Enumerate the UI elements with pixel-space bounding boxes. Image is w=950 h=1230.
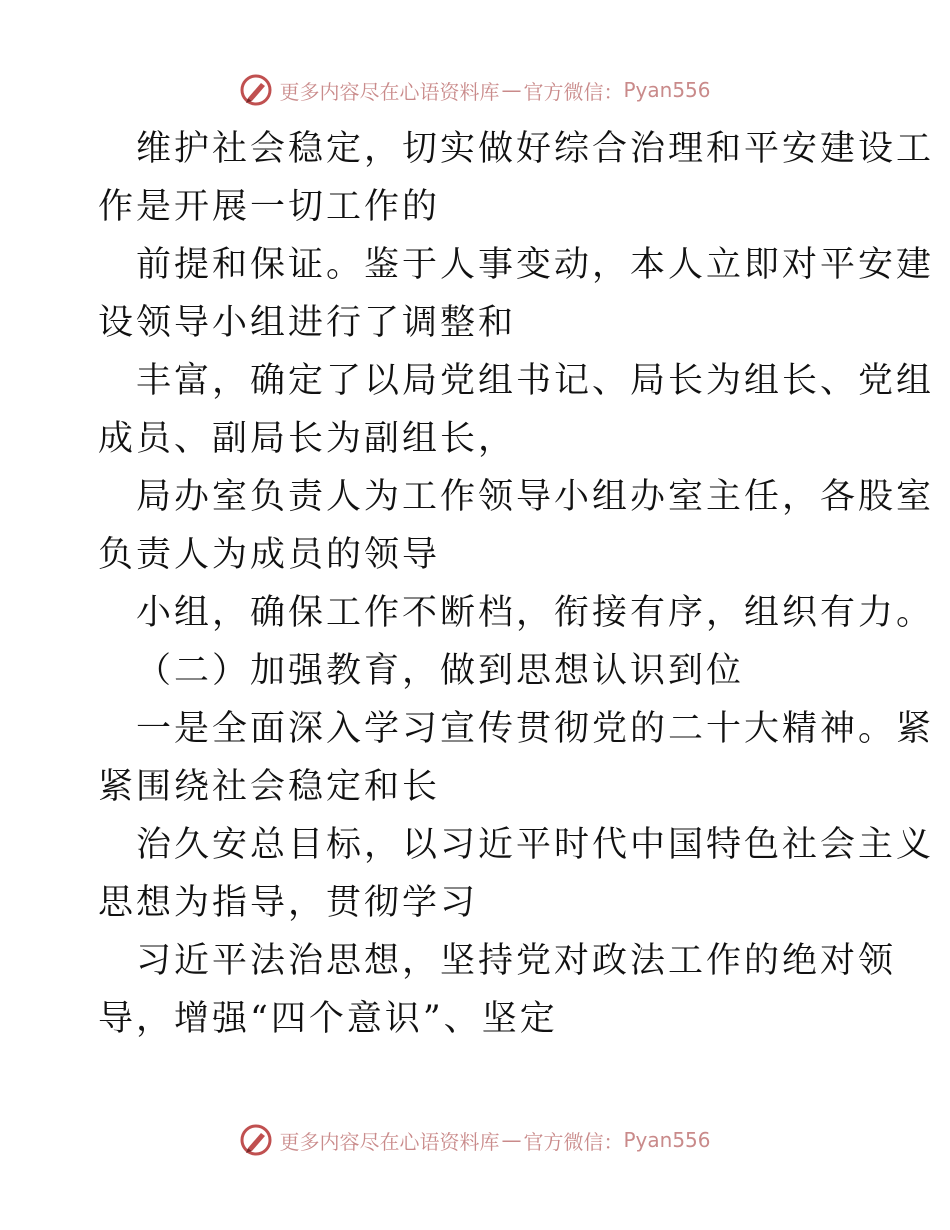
body-line: 局办室负责人为工作领导小组办室主任，各股室: [136, 477, 935, 517]
watermark-text: 更多内容尽在心语资料库: [279, 79, 500, 104]
watermark-text: 更多内容尽在心语资料库: [279, 1129, 500, 1154]
watermark-wechat-id: Pyan556: [623, 78, 711, 102]
body-line: 成员、副局长为副组长，: [98, 419, 517, 459]
watermark-wechat-id: Pyan556: [623, 1128, 711, 1152]
body-line: 维护社会稳定，切实做好综合治理和平安建设工: [136, 129, 935, 169]
body-line: 思想为指导，贯彻学习: [98, 883, 479, 923]
body-line: 紧围绕社会稳定和长: [98, 767, 441, 807]
pen-logo-icon: [239, 1123, 273, 1157]
document-body: [98, 120, 935, 1048]
watermark-separator: —: [501, 1128, 522, 1152]
watermark-wechat-label: 官方微信：: [523, 1129, 624, 1154]
section-heading: （二）加强教育，做到思想认识到位: [136, 651, 745, 691]
body-line: 负责人为成员的领导: [98, 535, 441, 575]
body-line: 治久安总目标，以习近平时代中国特色社会主义: [136, 825, 935, 865]
watermark-separator: —: [501, 78, 522, 102]
body-line: 丰富，确定了以局党组书记、局长为组长、党组: [136, 361, 935, 401]
header-watermark: [0, 70, 950, 110]
footer-watermark: [0, 1120, 950, 1160]
watermark-wechat-label: 官方微信：: [523, 79, 624, 104]
body-line: 习近平法治思想，坚持党对政法工作的绝对领: [136, 941, 897, 981]
pen-logo-icon: [239, 73, 273, 107]
body-line: 设领导小组进行了调整和: [98, 303, 517, 343]
body-line: 一是全面深入学习宣传贯彻党的二十大精神。紧: [136, 709, 935, 749]
body-line: 导，增强“四个意识”、坚定: [98, 999, 558, 1039]
body-line: 前提和保证。鉴于人事变动，本人立即对平安建: [136, 245, 935, 285]
body-line: 作是开展一切工作的: [98, 187, 441, 227]
body-line: 小组，确保工作不断档，衔接有序，组织有力。: [136, 593, 935, 633]
